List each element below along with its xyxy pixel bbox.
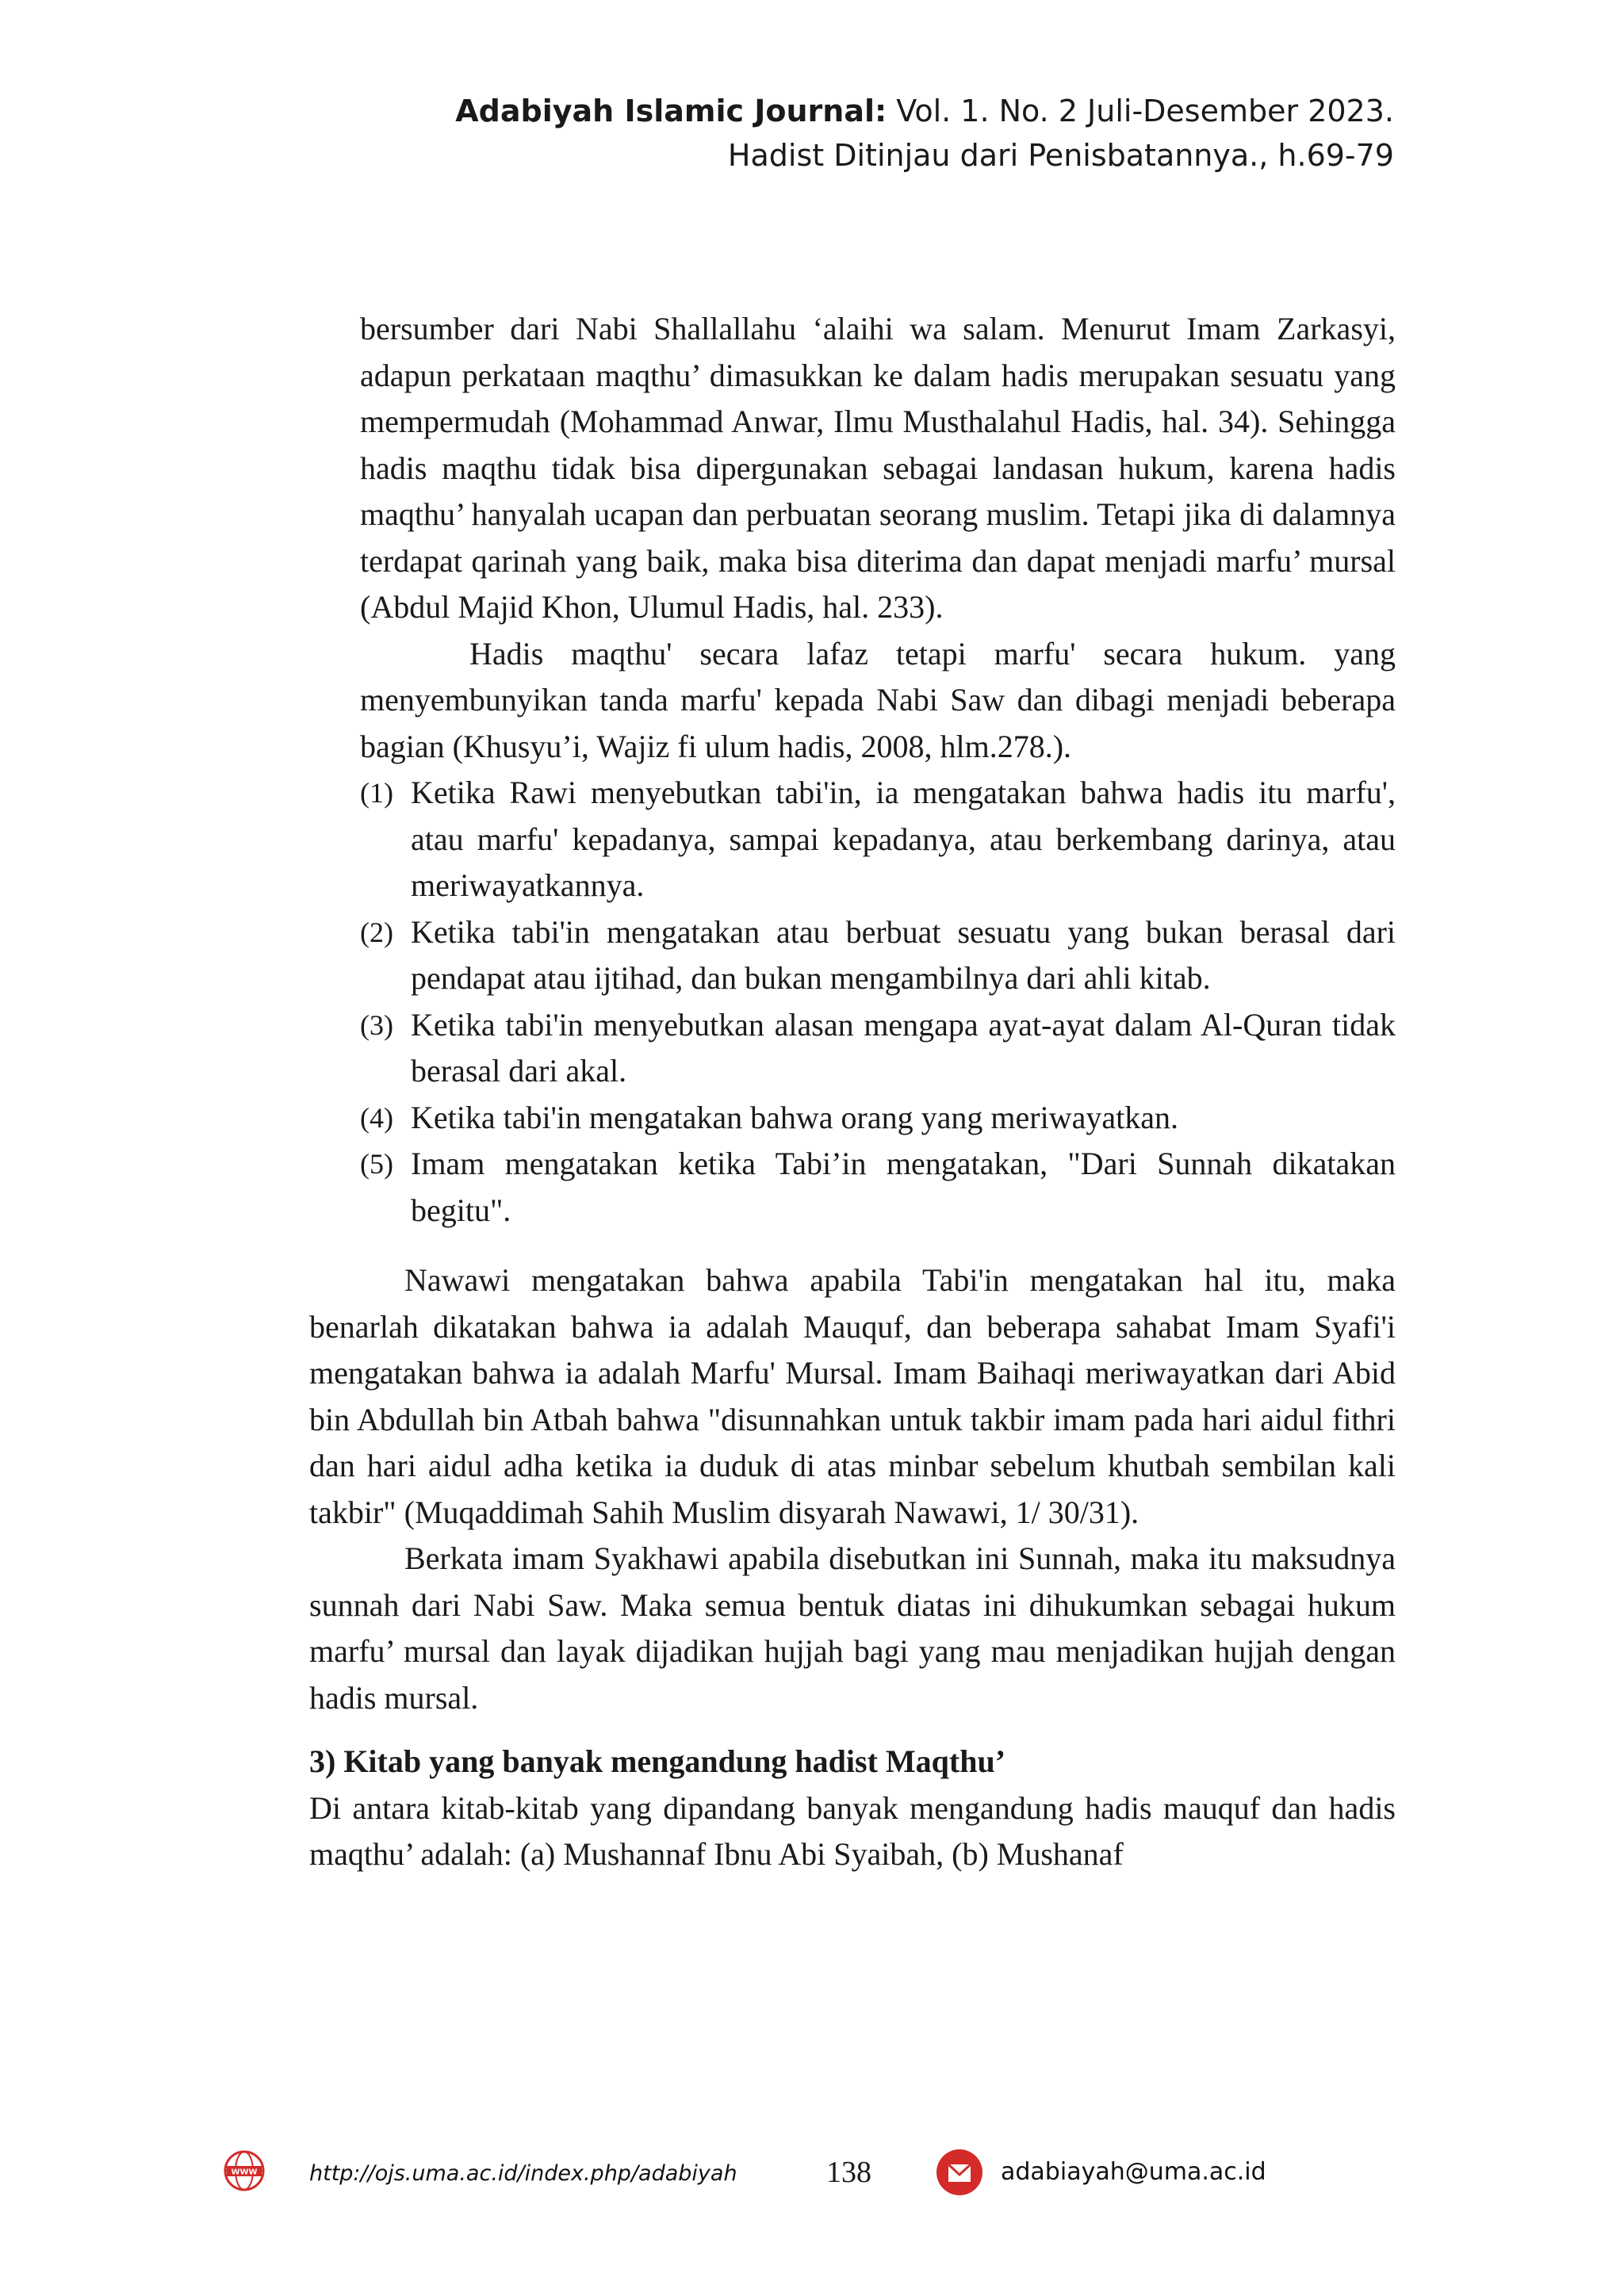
journal-line xyxy=(455,89,1394,133)
list-number: (2) xyxy=(360,916,393,948)
page-number: 138 xyxy=(826,2156,871,2189)
envelope-icon xyxy=(936,2149,983,2196)
spacer xyxy=(309,1234,1396,1257)
paragraph: Nawawi mengatakan bahwa apabila Tabi'in mengatakan hal itu, maka benarlah dikatakan bahwa ia adalah Mauquf, dan beberapa sahabat Imam Syafi'i mengatakan bahwa ia adalah Marfu' Mursal. Imam Baihaqi meriwayatkan dari Abid bin Abdullah bin Atbah bahwa "disunnahkan untuk takbir imam pada hari aidul fithri dan hari aidul adha ketika ia duduk di atas minbar sebelum khutbah sembilan kali takbir" (Muqaddimah Sahih Muslim disyarah Nawawi, 1/ 30/31). xyxy=(309,1262,1396,1530)
list-item-text: Ketika tabi'in mengatakan bahwa orang yang meriwayatkan. xyxy=(411,1099,1178,1135)
paragraph: Berkata imam Syakhawi apabila disebutkan ini Sunnah, maka itu maksudnya sunnah dari Nabi Saw. Maka semua bentuk diatas ini dihukumkan sebagai hukum marfu’ mursal dan layak dijadikan hujjah bagi yang mau menjadikan hujjah dengan hadis mursal. xyxy=(309,1540,1396,1716)
list-item xyxy=(360,770,1396,909)
section-heading: 3) Kitab yang banyak mengandung hadist Maqthu’ xyxy=(309,1743,1006,1779)
list-item xyxy=(360,909,1396,1002)
journal-name: Adabiyah Islamic Journal: xyxy=(455,94,887,128)
list-item-text: Ketika tabi'in mengatakan atau berbuat sesuatu yang bukan berasal dari pendapat atau ijtihad, dan bukan mengambilnya dari ahli kitab. xyxy=(411,913,1396,996)
www-globe-icon xyxy=(224,2150,265,2191)
numbered-list xyxy=(309,770,1396,1234)
list-number: (1) xyxy=(360,777,393,809)
journal-volume: Vol. 1. No. 2 Juli-Desember 2023. xyxy=(887,94,1394,128)
document-body xyxy=(309,306,1396,1878)
journal-url-link[interactable]: http://ojs.uma.ac.id/index.php/adabiyah xyxy=(309,2161,737,2186)
paragraph: bersumber dari Nabi Shallallahu ‘alaihi wa salam. Menurut Imam Zarkasyi, adapun perkataan maqthu’ dimasukkan ke dalam hadis merupakan sesuatu yang mempermudah (Mohammad Anwar, Ilmu Musthalahul Hadis, hal. 34). Sehingga hadis maqthu tidak bisa dipergunakan sebagai landasan hukum, karena hadis maqthu’ hanyalah ucapan dan perbuatan seorang muslim. Tetapi jika di dalamnya terdapat qarinah yang baik, maka bisa diterima dan dapat menjadi marfu’ mursal (Abdul Majid Khon, Ulumul Hadis, hal. 233). xyxy=(360,311,1396,625)
list-item xyxy=(360,1095,1396,1142)
list-number: (3) xyxy=(360,1008,393,1041)
list-item xyxy=(360,1141,1396,1234)
page-footer xyxy=(0,2149,1624,2196)
list-item-text: Ketika tabi'in menyebutkan alasan mengapa ayat-ayat dalam Al-Quran tidak berasal dari akal. xyxy=(411,1006,1396,1089)
page-header xyxy=(455,89,1394,178)
article-line: Hadist Ditinjau dari Penisbatannya., h.69-79 xyxy=(727,138,1394,173)
list-item xyxy=(360,1002,1396,1095)
list-number: (5) xyxy=(360,1148,393,1180)
svg-text:WWW: WWW xyxy=(231,2168,258,2177)
list-number: (4) xyxy=(360,1101,393,1134)
list-item-text: Ketika Rawi menyebutkan tabi'in, ia mengatakan bahwa hadis itu marfu', atau marfu' kepadanya, sampai kepadanya, atau berkembang darinya, atau meriwayatkannya. xyxy=(411,775,1396,903)
paragraph: Hadis maqthu' secara lafaz tetapi marfu' secara hukum. yang menyembunyikan tanda marfu' kepada Nabi Saw dan dibagi menjadi beberapa bagian (Khusyu’i, Wajiz fi ulum hadis, 2008, hlm.278.). xyxy=(360,635,1396,764)
email-link[interactable]: adabiayah@uma.ac.id xyxy=(1001,2158,1266,2186)
list-item-text: Imam mengatakan ketika Tabi’in mengatakan, "Dari Sunnah dikatakan begitu". xyxy=(411,1146,1396,1228)
paragraph: Di antara kitab-kitab yang dipandang banyak mengandung hadis mauquf dan hadis maqthu’ adalah: (a) Mushannaf Ibnu Abi Syaibah, (b) Mushanaf xyxy=(309,1789,1396,1872)
